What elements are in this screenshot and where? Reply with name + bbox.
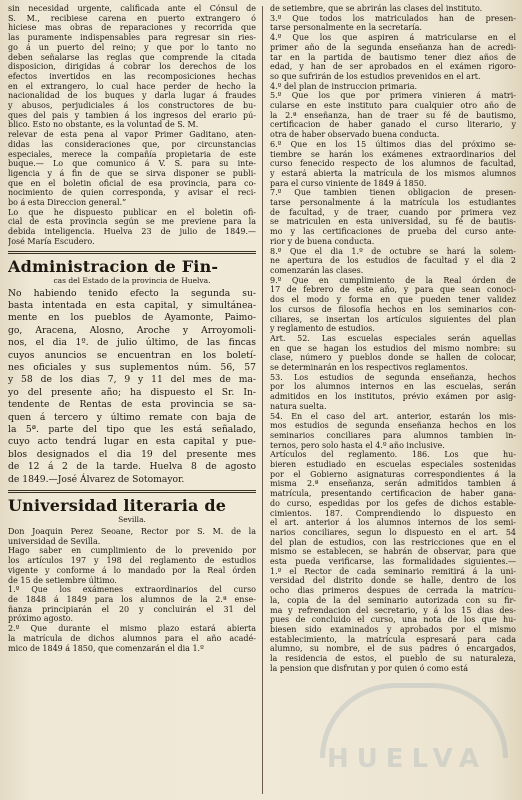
text-line: 5.º Que los que por primera vinieren á matri-: [270, 91, 516, 101]
text-line: No habiendo tenido efecto la segunda su-: [8, 287, 256, 299]
text-line: 2.º Que durante el mismo plazo estará abierta: [8, 624, 256, 634]
archive-watermark: [312, 676, 502, 776]
text-line: basta intentada en esta capital, y simultánea-: [8, 299, 256, 311]
text-line: ñanza principiarán el 20 y concluirán el 31 del: [8, 604, 256, 614]
text-line: blos designados el dia 19 del presente mes: [8, 448, 256, 460]
text-line: admitidos en los institutos, prévio exámen por asig-: [270, 392, 516, 402]
text-line: 54. En el caso del art. anterior, estarán los mis-: [270, 411, 516, 421]
text-line: yo del presente año; ha dispuesto el Sr. In-: [8, 386, 256, 398]
university-articles: [270, 4, 516, 674]
text-line: tarse personalmente en la secretaría.: [270, 23, 423, 33]
text-line: la 5ª. parte del tipo que les está señalado,: [8, 424, 256, 436]
text-line: tar en la partida de bautismo tener diez años de: [270, 52, 516, 62]
text-line: ne apertura de los estudios de facultad y el dia 2: [270, 256, 516, 266]
watermark-label: HUELVA: [326, 744, 488, 774]
text-line: del plan de estudios, con las restricciones que en el: [270, 537, 516, 547]
text-line: buque.— Lo que comunico á V. S. para su inte-: [8, 159, 256, 169]
text-line: 6.º Que en los 15 últimos dias del próximo se-: [270, 139, 516, 149]
text-line: didas las consideraciones que, por circunstancias: [8, 139, 256, 149]
text-line: esta pueda verificarse, las formalidades siguientes.—: [270, 557, 516, 567]
admin-subheading: cas del Estado de la provincia de Huelva.: [53, 275, 211, 285]
text-line: mente en los pueblos de Ayamonte, Paimo-: [8, 312, 256, 324]
text-line: nes oficiales y sus suplementos núm. 56, 57: [8, 362, 256, 374]
text-line: ma y refrendacion del secretario, y á los 15 dias des-: [270, 605, 516, 615]
text-line: mico de 1849 á 1850, que comenzarán el dia 1.º: [8, 643, 204, 653]
text-line: y reglamento de estudios.: [270, 324, 375, 334]
text-line: 8.º Que el dia 1.º de octubre se hará la solem-: [270, 246, 516, 256]
text-line: relevar de esta pena al vapor Primer Gaditano, aten-: [8, 130, 256, 140]
text-line: comenzarán las clases.: [270, 265, 364, 275]
university-subheading: Sevilla.: [118, 515, 146, 525]
text-line: bieren estudiado en escuelas especiales sostenidas: [270, 460, 516, 470]
text-line: nos, el dia 1º. de julio último, de las fincas: [8, 337, 256, 349]
text-line: misma 2.ª enseñanza, serán admitidos tambien á: [270, 479, 516, 489]
text-line: sin necesidad urgente, calificada ante el Cónsul de: [8, 4, 256, 13]
text-line: que en el boletin oficial de esa provincia, para co-: [8, 178, 256, 188]
text-line: de 15 de setiembre último.: [8, 575, 117, 585]
text-line: la, copia de la del seminario autorizada con su fir-: [270, 595, 516, 605]
text-line: 4.º Que los que aspiren á matricularse en el: [270, 33, 516, 43]
text-line: 1.º Que los exámenes extraordinarios del curso: [8, 585, 256, 595]
text-line: la residencia de estos, el pueblo de su naturaleza,: [270, 654, 516, 664]
section-divider: [8, 490, 256, 493]
text-line: bo á esta Direccion general.”: [8, 198, 127, 208]
text-line: narios conciliares, segun lo dispuesto en el art. 54: [270, 527, 516, 537]
text-line: las puramente indispensables para regresar sin ries-: [8, 33, 256, 43]
text-line: natura suelta.: [270, 401, 327, 411]
text-line: clase, número y pueblos donde se hallen de colocar,: [270, 353, 516, 363]
text-line: pues de concluido el curso, una nota de los que hu-: [270, 615, 516, 625]
text-line: rior y de buena conducta.: [270, 236, 375, 246]
text-line: go á un puerto del reino; y que por lo tanto no: [8, 42, 256, 52]
text-line: los artículos 197 y 198 del reglamento de estudios: [8, 556, 256, 566]
text-line: vigente y conforme á lo mandado por la Real órden: [8, 565, 256, 575]
text-line: de facultad, y de traer, cuando por primera vez: [270, 207, 516, 217]
text-line: do curso, espedidas por los gefes de dichos estable-: [270, 498, 516, 508]
text-line: se matriculen en esta universidad, su fé de bautis-: [270, 217, 516, 227]
text-line: y abusos, perjudiciales á los constructores de bu-: [8, 101, 256, 111]
text-line: certificacion de haber ganado el curso literario, y: [270, 120, 516, 130]
text-line: cial de esta provincia según se me previene para la: [8, 217, 256, 227]
text-line: para el curso viniente de 1849 á 1850.: [270, 178, 427, 188]
text-line: ternos, pero solo hasta el 4.º año inclusive.: [270, 440, 445, 450]
text-line: hiciese mas obras de reparaciones y recorrida que: [8, 23, 256, 33]
text-line: seminarios conciliares para alumnos tambien in-: [270, 430, 516, 440]
text-line: 1.º el Rector de cada seminario remitirá á la uni-: [270, 566, 516, 576]
text-line: 7.º Que tambien tienen obligacion de presen-: [270, 188, 516, 198]
text-line: mos estudios de segunda enseñanza hechos en los: [270, 421, 516, 431]
text-line: 17 de febrero de este año, y para que sean conoci-: [270, 285, 516, 295]
text-line: tendente de Rentas de esta provincia se sa-: [8, 399, 256, 411]
text-line: José María Escudero.: [8, 236, 95, 246]
text-line: de setiembre, que se abrirán las clases del instituto.: [270, 4, 483, 13]
text-line: 3.º Que todos los matriculados han de presen-: [270, 13, 516, 23]
text-line: los cursos de filosofía hechos en los seminarios con-: [270, 304, 516, 314]
text-line: alumno, su nombre, el de sus padres ó encargados,: [270, 644, 516, 654]
text-line: cularse en este instituto para cualquier otro año de: [270, 101, 516, 111]
text-line: de 1848 á 1849 para los alumnos de la 2.ª ense-: [8, 595, 256, 604]
text-line: mo y las certificaciones de prueba del curso ante-: [270, 227, 516, 237]
text-line: Don Joaquin Perez Seoane, Rector por S. M. de la: [8, 527, 256, 537]
text-line: ocho dias primeros despues de cerrada la matrícu-: [270, 586, 516, 596]
text-line: mismo se establecen, se habrán de observar, para que: [270, 547, 516, 557]
text-line: universidad de Sevilla.: [8, 536, 101, 546]
text-line: en el extrangero, lo cual hace perder de hecho la: [8, 81, 256, 91]
text-line: debida inteligencia. Huelva 23 de julio de 1849.—: [8, 227, 256, 237]
text-line: so que sufrirán de los estudios prevenidos en el art.: [270, 71, 481, 81]
text-line: Art. 52. Las escuelas especiales serán aquellas: [270, 333, 516, 343]
text-line: de 1849.—José Álvarez de Sotomayor.: [8, 473, 185, 485]
text-line: tiembre se harán los exámenes extraordinarios del: [270, 149, 516, 159]
text-line: deben señalarse las reglas que comprende la citada: [8, 52, 256, 62]
text-line: la matrícula de dichos alumnos para el año acadé-: [8, 633, 256, 643]
text-line: Artículos del reglamento. 186. Los que hu-: [270, 450, 516, 460]
text-line: la pension que disfrutan y por quien ó como está: [270, 663, 469, 673]
text-line: la 2.ª enseñanza, han de traer su fé de bautismo,: [270, 110, 516, 120]
text-line: cimientos. 187. Comprendiendo lo dispuesto en: [270, 508, 516, 518]
text-line: y estará abierta la matrícula de los mismos alumnos: [270, 168, 516, 178]
text-line: Lo que he dispuesto publicar en el boletin ofi-: [8, 207, 256, 217]
text-line: 4.º del plan de instruccion primaria.: [270, 81, 418, 91]
admin-notice: [8, 288, 256, 487]
university-notice: [8, 527, 256, 653]
left-column: [8, 4, 256, 794]
text-line: otra de haber observado buena conducta.: [270, 130, 440, 140]
text-line: primer año de la segunda enseñanza han de acredi-: [270, 42, 516, 52]
text-line: nacionalidad de los buques y darla lugar á fraudes: [8, 91, 256, 101]
text-line: ques del pais y tambien á los ingresos del erario pú-: [8, 110, 256, 120]
column-rule: [262, 6, 263, 794]
text-line: próximo agosto.: [8, 614, 74, 624]
university-heading: Universidad literaria de: [8, 496, 227, 516]
text-line: curso fenecido respecto de los alumnos de facultad,: [270, 159, 516, 169]
text-line: cuyo acto tendrá lugar en esta capital y pue-: [8, 436, 256, 448]
text-line: ligencia y á fin de que se sirva disponer se publi-: [8, 168, 256, 178]
text-line: biesen sido examinados y aprobados por el mismo: [270, 625, 516, 634]
text-line: quen á tercero y último remate con baja de: [8, 411, 256, 423]
text-line: establecimiento, la matrícula espresará para cada: [270, 634, 516, 644]
text-line: S. M., recibiese carena en puerto extrangero ó: [8, 13, 256, 23]
text-line: por el Gobierno asignaturas correspondientes á la: [270, 469, 516, 479]
text-line: Hago saber en cumplimiento de lo prevenido por: [8, 546, 256, 556]
text-line: matrícula, presentando certificacion de haber gana-: [270, 489, 516, 499]
text-line: de 12 á 2 de la tarde. Huelva 8 de agosto: [8, 461, 256, 473]
admin-heading: Administracion de Fin-: [8, 256, 219, 276]
text-line: se determinarán en los respectivos reglamentos.: [270, 363, 468, 373]
text-line: versidad del distrito donde se halle, dentro de los: [270, 576, 516, 586]
text-line: especiales, merece la compañía propietaria de este: [8, 149, 256, 159]
text-line: por los alumnos internos en las escuelas, serán: [270, 382, 516, 392]
text-line: nocimiento de quien corresponda, y avisar el reci-: [8, 188, 256, 198]
text-line: 9.º Que en cumplimiento de la Real órden de: [270, 275, 516, 285]
text-line: blico. Esto no obstante, es la voluntad de S. M.: [8, 120, 199, 130]
text-line: dos el modo y forma en que pueden tener validez: [270, 295, 516, 305]
text-line: 53. Los estudios de segunda enseñanza, hechos: [270, 372, 516, 382]
intro-text: [8, 4, 256, 247]
text-line: el art. anterior á los alumnos internos de los semi-: [270, 518, 516, 528]
text-line: ciliares, se insertan los artículos siguientes del plan: [270, 314, 516, 324]
section-divider: [8, 251, 256, 254]
text-line: en que se hagan los estudios del mismo nombre: su: [270, 343, 516, 353]
text-line: y 58 de los dias 7, 9 y 11 del mes de ma-: [8, 374, 256, 386]
text-line: edad, y han de ser aprobados en el exámen rigoro-: [270, 62, 516, 72]
text-line: tarse personalmente á la matrícula los estudiantes: [270, 198, 516, 208]
text-line: disposicion, dirigidas á cobrar los derechos de los: [8, 62, 256, 72]
text-line: cuyos anuncios se encuentran en los boletí-: [8, 349, 256, 361]
text-line: go, Aracena, Alosno, Aroche y Arroyomoli-: [8, 324, 256, 336]
text-line: efectos invertidos en las recomposiciones hechas: [8, 71, 256, 81]
